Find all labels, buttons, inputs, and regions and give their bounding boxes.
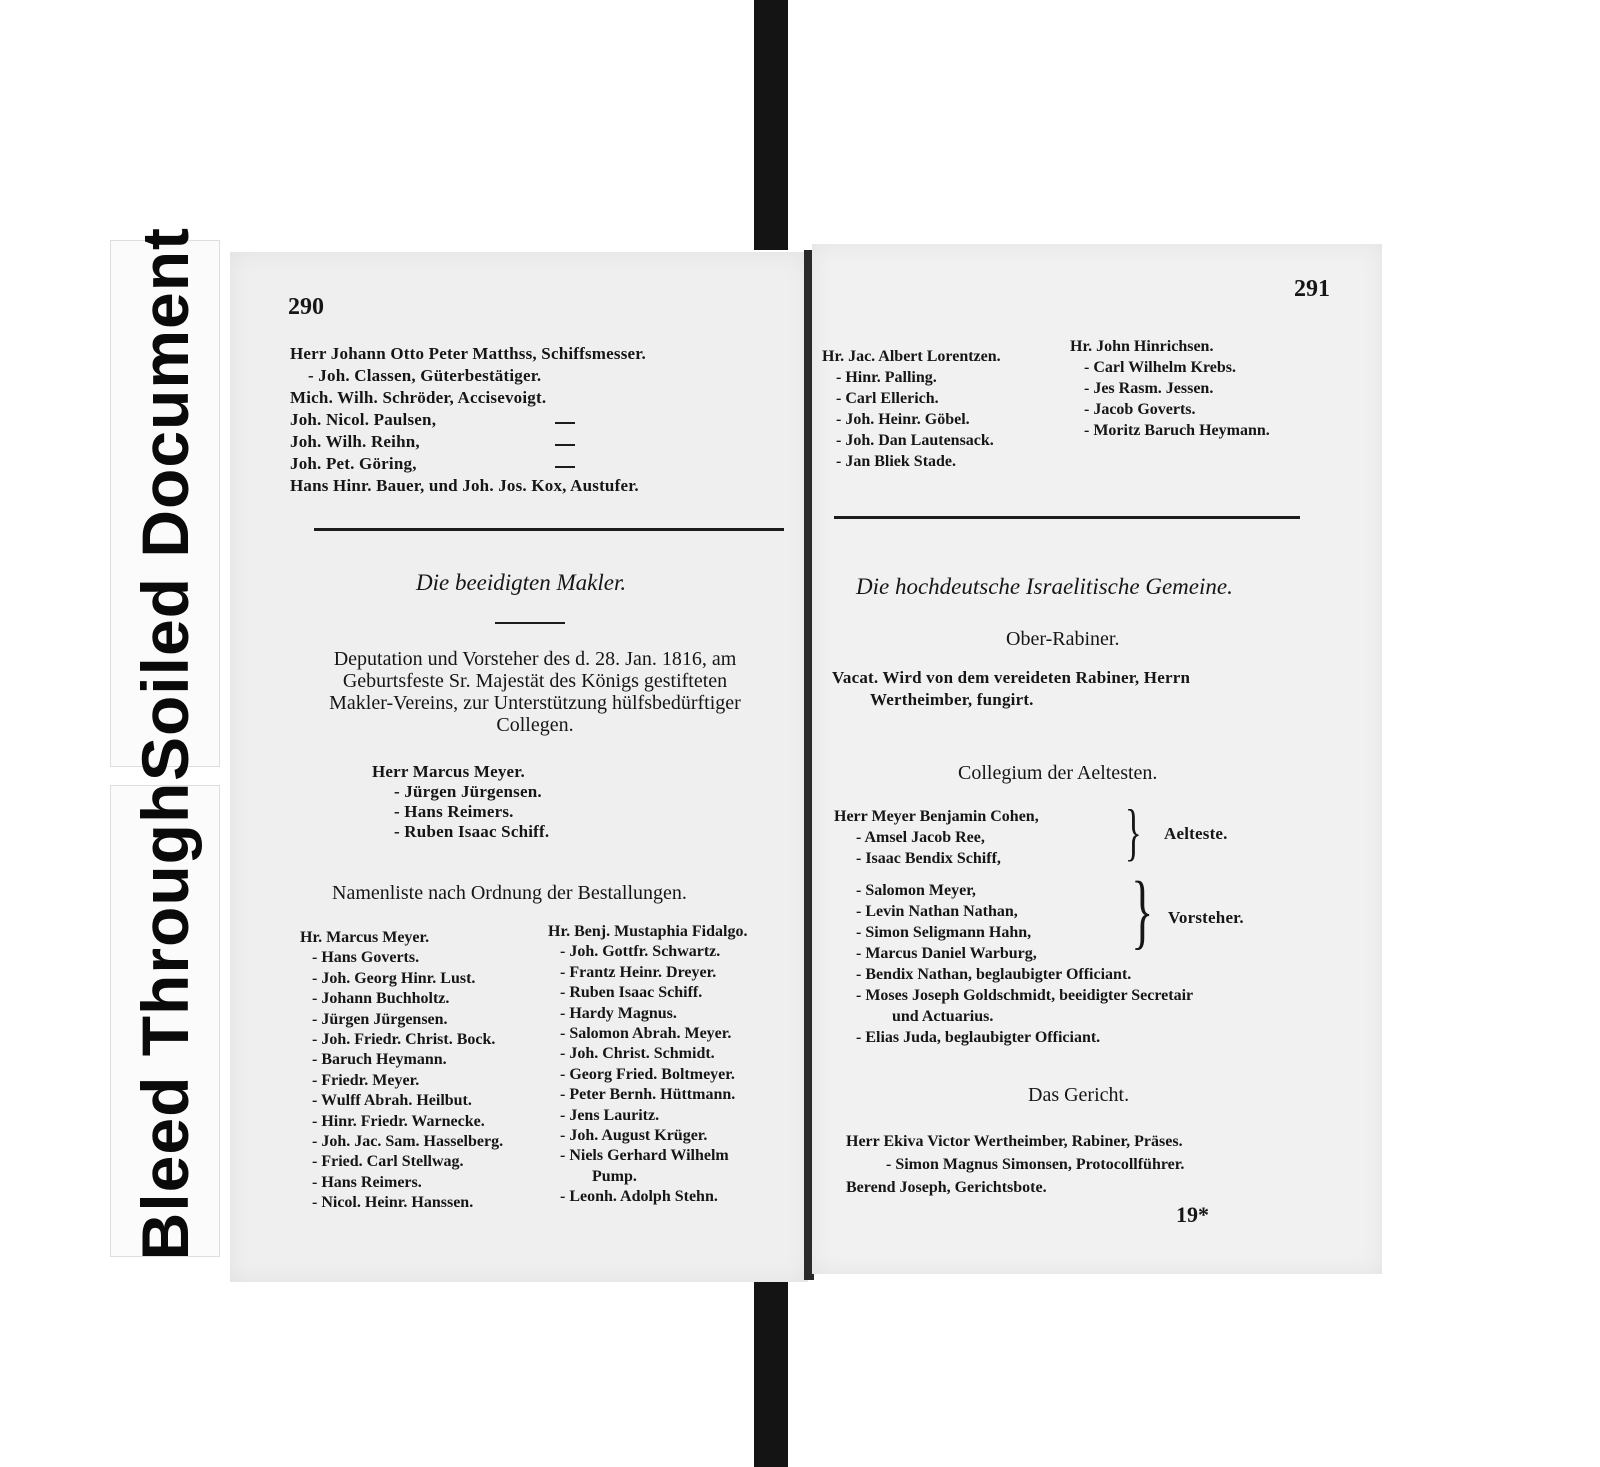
list-item: - Joh. Jac. Sam. Hasselberg. xyxy=(312,1133,504,1151)
names-column-right xyxy=(1070,336,1270,441)
list-item: - Levin Nathan Nathan, xyxy=(856,903,1018,920)
signature-mark: 19* xyxy=(1176,1202,1209,1227)
deputation-member: - Hans Reimers. xyxy=(394,802,514,821)
list-item: - Ruben Isaac Schiff. xyxy=(560,984,703,1002)
page-number-left: 290 xyxy=(288,294,324,320)
list-item: - Marcus Daniel Warburg, xyxy=(856,945,1037,962)
officials-list xyxy=(856,964,1193,1048)
namenliste-heading: Namenliste nach Ordnung der Bestallungen. xyxy=(332,882,687,904)
list-item: - Joh. Heinr. Göbel. xyxy=(836,411,970,428)
list-item: - Jan Bliek Stade. xyxy=(836,453,957,470)
right-page xyxy=(812,244,1382,1274)
list-item: - Moritz Baruch Heymann. xyxy=(1084,422,1270,439)
brace-aelteste: } xyxy=(1124,796,1142,867)
namenliste-column-1 xyxy=(300,928,550,1214)
section-divider xyxy=(314,528,784,531)
list-item: - Hans Reimers. xyxy=(312,1173,422,1191)
top-line: Hans Hinr. Bauer, und Joh. Jos. Kox, Austufer. xyxy=(290,476,639,495)
list-item: Herr Meyer Benjamin Cohen, xyxy=(834,808,1039,825)
deputation-member: Herr Marcus Meyer. xyxy=(372,762,525,781)
list-item: Hr. Benj. Mustaphia Fidalgo. xyxy=(548,923,748,940)
bleed-through-tab xyxy=(110,781,220,1261)
soiled-document-tab xyxy=(110,226,220,781)
section-title-makler: Die beeidigten Makler. xyxy=(416,570,627,595)
list-item: - Peter Bernh. Hüttmann. xyxy=(560,1086,736,1104)
deputation-member: - Ruben Isaac Schiff. xyxy=(394,822,550,841)
top-line: - Joh. Classen, Güterbestätiger. xyxy=(308,366,542,385)
list-item: - Hans Goverts. xyxy=(312,949,420,967)
gericht-list xyxy=(846,1130,1184,1199)
ditto-mark xyxy=(555,422,575,424)
list-item: - Salomon Meyer, xyxy=(856,882,976,899)
list-item: - Moses Joseph Goldschmidt, beeidigter Secretair xyxy=(856,987,1194,1004)
ditto-mark xyxy=(555,444,575,446)
list-item: Pump. xyxy=(592,1167,637,1185)
top-binding-strip xyxy=(754,0,788,250)
list-item: Berend Joseph, Gerichtsbote. xyxy=(846,1179,1047,1196)
list-item: - Leonh. Adolph Stehn. xyxy=(560,1188,718,1206)
list-item: - Hardy Magnus. xyxy=(560,1004,677,1022)
list-item: - Salomon Abrah. Meyer. xyxy=(560,1025,732,1043)
vorsteher-list xyxy=(856,880,1037,964)
top-line: Mich. Wilh. Schröder, Accisevoigt. xyxy=(290,388,547,407)
vacat-line: Vacat. Wird von dem vereideten Rabiner, Herrn xyxy=(832,668,1191,687)
names-column-left xyxy=(822,346,1001,472)
list-item: - Joh. Georg Hinr. Lust. xyxy=(312,969,476,987)
left-page xyxy=(230,252,808,1282)
list-item: und Actuarius. xyxy=(892,1008,994,1025)
vorsteher-label: Vorsteher. xyxy=(1168,908,1244,927)
list-item: - Jens Lauritz. xyxy=(560,1106,660,1124)
list-item: - Jürgen Jürgensen. xyxy=(312,1010,448,1028)
collegium-heading: Collegium der Aeltesten. xyxy=(958,762,1158,784)
list-item: - Baruch Heymann. xyxy=(312,1051,447,1069)
list-item: - Jes Rasm. Jessen. xyxy=(1084,380,1214,397)
namenliste-column-2 xyxy=(548,922,798,1208)
list-item: - Simon Magnus Simonsen, Protocollführer. xyxy=(886,1156,1185,1173)
section-title-gemeine: Die hochdeutsche Israelitische Gemeine. xyxy=(856,574,1233,599)
list-item: - Wulff Abrah. Heilbut. xyxy=(312,1092,472,1110)
paragraph-line: Makler-Vereins, zur Unterstützung hülfsbedürftiger xyxy=(329,692,741,714)
list-item: Hr. Marcus Meyer. xyxy=(300,929,430,946)
list-item: - Georg Fried. Boltmeyer. xyxy=(560,1065,735,1083)
list-item: - Amsel Jacob Ree, xyxy=(856,829,985,846)
brace-vorsteher: } xyxy=(1131,865,1154,958)
list-item: Hr. Jac. Albert Lorentzen. xyxy=(822,348,1001,365)
list-item: - Simon Seligmann Hahn, xyxy=(856,924,1032,941)
vacat-line: Wertheimber, fungirt. xyxy=(870,690,1034,709)
deputation-member: - Jürgen Jürgensen. xyxy=(394,782,542,801)
paragraph-line: Collegen. xyxy=(496,714,574,736)
paragraph-line: Deputation und Vorsteher des d. 28. Jan. 1816, am xyxy=(333,648,737,670)
bleed-through-label: Bleed Through xyxy=(128,781,202,1261)
list-item: - Jacob Goverts. xyxy=(1084,401,1196,418)
list-item: Hr. John Hinrichsen. xyxy=(1070,338,1214,355)
list-item: - Bendix Nathan, beglaubigter Officiant. xyxy=(856,966,1132,983)
list-item: - Carl Ellerich. xyxy=(836,390,939,407)
deputation-paragraph xyxy=(270,648,800,736)
list-item: - Joh. Dan Lautensack. xyxy=(836,432,994,449)
list-item: - Isaac Bendix Schiff, xyxy=(856,850,1001,867)
list-item: - Hinr. Palling. xyxy=(836,369,937,386)
soiled-document-label: Soiled Document xyxy=(128,226,202,781)
ditto-mark xyxy=(555,466,575,468)
top-line: Joh. Pet. Göring, xyxy=(290,454,417,473)
list-item: - Fried. Carl Stellwag. xyxy=(312,1153,464,1171)
paragraph-line: Geburtsfeste Sr. Majestät des Königs gestifteten xyxy=(342,670,728,692)
list-item: - Nicol. Heinr. Hanssen. xyxy=(312,1194,474,1212)
aelteste-label: Aelteste. xyxy=(1164,824,1228,843)
list-item: - Hinr. Friedr. Warnecke. xyxy=(312,1112,485,1130)
top-line: Herr Johann Otto Peter Matthss, Schiffsmesser. xyxy=(290,344,646,363)
list-item: - Niels Gerhard Wilhelm xyxy=(560,1147,729,1165)
list-item: - Friedr. Meyer. xyxy=(312,1071,420,1089)
page-number-right: 291 xyxy=(1294,276,1330,302)
list-item: - Joh. Gottfr. Schwartz. xyxy=(560,943,721,961)
list-item: - Carl Wilhelm Krebs. xyxy=(1084,359,1236,376)
top-line: Joh. Wilh. Reihn, xyxy=(290,432,420,451)
top-line: Joh. Nicol. Paulsen, xyxy=(290,410,437,429)
list-item: - Joh. Friedr. Christ. Bock. xyxy=(312,1031,496,1049)
list-item: Herr Ekiva Victor Wertheimber, Rabiner, Präses. xyxy=(846,1133,1183,1150)
title-underline xyxy=(495,622,565,624)
ober-rabiner-heading: Ober-Rabiner. xyxy=(1006,628,1120,650)
aelteste-list xyxy=(834,806,1039,869)
list-item: - Joh. August Krüger. xyxy=(560,1127,708,1145)
list-item: - Joh. Christ. Schmidt. xyxy=(560,1045,715,1063)
section-divider xyxy=(834,516,1300,519)
list-item: - Johann Buchholtz. xyxy=(312,990,450,1008)
list-item: - Frantz Heinr. Dreyer. xyxy=(560,963,717,981)
gericht-heading: Das Gericht. xyxy=(1028,1084,1130,1106)
list-item: - Elias Juda, beglaubigter Officiant. xyxy=(856,1029,1101,1046)
